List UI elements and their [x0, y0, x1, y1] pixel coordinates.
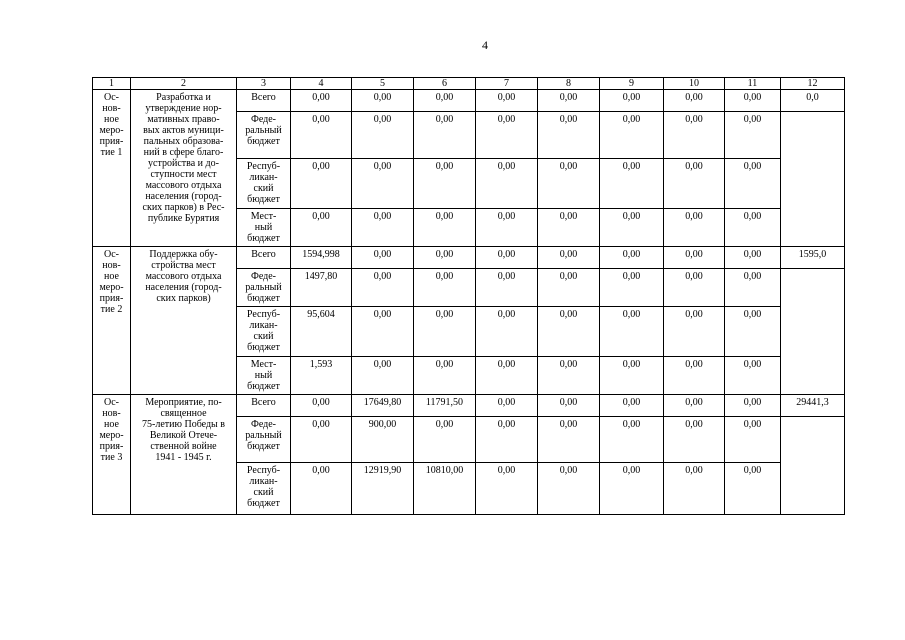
value-cell: [538, 159, 600, 209]
value-cell: [291, 112, 352, 159]
value-text: 0,00: [559, 465, 578, 476]
value-text: 0,00: [559, 211, 578, 222]
value-text: 0,00: [559, 114, 578, 125]
value-text: 0,00: [312, 397, 330, 408]
value-cell: [414, 417, 476, 463]
value-cell: [352, 112, 414, 159]
value-cell: [291, 463, 352, 515]
value-cell: [600, 357, 664, 395]
value-cell: [291, 269, 352, 307]
column-header: 4: [291, 78, 352, 90]
table-header: [93, 78, 845, 90]
value-text: 0,00: [622, 397, 641, 408]
value-cell: [352, 209, 414, 247]
value-cell: [414, 112, 476, 159]
budget-table: [92, 77, 845, 515]
value-text: 0,00: [497, 161, 516, 172]
value-text: 0,00: [435, 161, 454, 172]
value-cell: [538, 357, 600, 395]
value-text: 0,00: [685, 92, 703, 103]
value-text: 0,00: [559, 397, 578, 408]
value-text: 0,00: [622, 211, 641, 222]
column-header: 11: [725, 78, 781, 90]
measure-code: Ос- нов- ное меро- прия- тие 2: [93, 247, 131, 395]
value-text: 0,00: [373, 161, 392, 172]
value-text: 0,00: [685, 211, 703, 222]
funding-source: Респуб- ликан- ский бюджет: [237, 307, 291, 357]
value-text: 0,00: [435, 249, 454, 260]
value-text: 0,00: [373, 114, 392, 125]
value-cell: [725, 247, 781, 269]
value-text: 0,00: [685, 161, 703, 172]
value-cell: [538, 463, 600, 515]
column-header: 5: [352, 78, 414, 90]
value-text: 0,00: [497, 249, 516, 260]
value-cell: [538, 247, 600, 269]
value-text: 0,00: [312, 419, 330, 430]
value-text: 0,00: [435, 419, 454, 430]
value-cell: [352, 90, 414, 112]
measure-title: Поддержка обу- стройства мест массового отдыха населения (город- ских парков): [131, 247, 237, 395]
column-header: 9: [600, 78, 664, 90]
value-cell: [414, 307, 476, 357]
value-text: 0,00: [743, 397, 762, 408]
value-cell: [291, 90, 352, 112]
funding-source: Мест- ный бюджет: [237, 357, 291, 395]
value-cell: [725, 112, 781, 159]
value-text: 0,00: [743, 359, 762, 370]
value-text: 1497,80: [304, 271, 338, 282]
value-cell: [476, 90, 538, 112]
value-text: 0,00: [685, 419, 703, 430]
value-text: 0,00: [559, 161, 578, 172]
value-text: 0,00: [435, 114, 454, 125]
table-row: [93, 395, 845, 417]
measure-code: Ос- нов- ное меро- прия- тие 1: [93, 90, 131, 247]
value-cell: [414, 209, 476, 247]
value-cell: [725, 357, 781, 395]
value-text: 0,00: [373, 92, 392, 103]
value-cell: [476, 463, 538, 515]
value-text: 1,593: [309, 359, 333, 370]
column-header: 6: [414, 78, 476, 90]
value-cell: [476, 307, 538, 357]
funding-source: Всего: [237, 395, 291, 417]
value-text: 1594,998: [302, 249, 340, 260]
value-cell: [725, 209, 781, 247]
total-empty-cell: [781, 417, 845, 515]
value-text: 0,00: [743, 419, 762, 430]
value-text: 11791,50: [425, 397, 464, 408]
value-text: 0,00: [622, 419, 641, 430]
table-row: [93, 247, 845, 269]
value-text: 0,00: [743, 161, 762, 172]
value-cell: [600, 209, 664, 247]
value-cell: [414, 395, 476, 417]
value-cell: [725, 395, 781, 417]
value-text: 0,00: [559, 419, 578, 430]
value-cell: [476, 417, 538, 463]
value-text: 0,00: [497, 211, 516, 222]
measure-title: Мероприятие, по- священное 75-летию Победы в Великой Отече- ственной войне 1941 - 1945 г.: [131, 395, 237, 515]
value-cell: [664, 269, 725, 307]
value-text: 0,00: [312, 114, 330, 125]
value-text: 0,00: [497, 397, 516, 408]
value-cell: [600, 112, 664, 159]
value-cell: [538, 395, 600, 417]
value-text: 0,00: [435, 92, 454, 103]
value-text: 0,00: [497, 359, 516, 370]
value-cell: [664, 112, 725, 159]
value-text: 0,00: [312, 92, 330, 103]
column-header: 7: [476, 78, 538, 90]
value-cell: [664, 159, 725, 209]
value-text: 0,00: [685, 465, 703, 476]
value-text: 0,00: [622, 161, 641, 172]
value-cell: [352, 463, 414, 515]
value-cell: [664, 417, 725, 463]
value-cell: [600, 417, 664, 463]
value-cell: [291, 357, 352, 395]
value-text: 0,00: [743, 211, 762, 222]
total-cell: 29441,3: [781, 395, 845, 417]
value-text: 0,00: [497, 271, 516, 282]
value-cell: [664, 307, 725, 357]
value-text: 0,00: [373, 249, 392, 260]
value-text: 0,00: [743, 309, 762, 320]
value-text: 0,00: [559, 271, 578, 282]
value-text: 0,00: [373, 211, 392, 222]
value-cell: [476, 269, 538, 307]
value-text: 0,00: [312, 211, 330, 222]
value-cell: [725, 417, 781, 463]
value-text: 0,00: [559, 92, 578, 103]
value-cell: [538, 209, 600, 247]
value-cell: [538, 112, 600, 159]
value-cell: [352, 159, 414, 209]
value-cell: [352, 269, 414, 307]
value-text: 0,00: [622, 114, 641, 125]
value-text: 0,00: [685, 114, 703, 125]
column-header: 2: [131, 78, 237, 90]
value-cell: [664, 463, 725, 515]
value-text: 0,00: [559, 249, 578, 260]
value-text: 0,00: [622, 92, 641, 103]
total-cell: 1595,0: [781, 247, 845, 269]
value-cell: [414, 269, 476, 307]
table-body: [93, 90, 845, 515]
funding-source: Всего: [237, 247, 291, 269]
value-cell: [476, 159, 538, 209]
funding-source: Респуб- ликан- ский бюджет: [237, 463, 291, 515]
column-header: 10: [664, 78, 725, 90]
value-text: 12919,90: [363, 465, 402, 476]
value-cell: [476, 209, 538, 247]
value-cell: [664, 395, 725, 417]
value-cell: [352, 417, 414, 463]
value-text: 0,00: [373, 359, 392, 370]
value-text: 0,00: [622, 359, 641, 370]
funding-source: Феде- ральный бюджет: [237, 112, 291, 159]
value-text: 0,00: [435, 211, 454, 222]
value-text: 0,00: [685, 397, 703, 408]
value-cell: [414, 90, 476, 112]
value-cell: [725, 463, 781, 515]
value-text: 0,00: [743, 249, 762, 260]
value-cell: [291, 395, 352, 417]
value-text: 0,00: [622, 309, 641, 320]
value-text: 95,604: [307, 309, 335, 320]
value-text: 0,00: [685, 359, 703, 370]
value-cell: [352, 307, 414, 357]
measure-title: Разработка и утверждение нор- мативных право- вых актов муници- пальных образова- ний в сфере благо- устройства и до- ступности мест массового отдыха населения (город- ских парков) в Рес- публике Бурятия: [131, 90, 237, 247]
value-cell: [414, 159, 476, 209]
value-cell: [664, 209, 725, 247]
value-text: 0,00: [743, 114, 762, 125]
value-cell: [600, 159, 664, 209]
value-cell: [600, 247, 664, 269]
value-text: 17649,80: [363, 397, 402, 408]
value-cell: [600, 269, 664, 307]
value-cell: [664, 247, 725, 269]
value-text: 0,00: [685, 249, 703, 260]
value-cell: [600, 463, 664, 515]
column-header: 8: [538, 78, 600, 90]
total-cell: 0,0: [781, 90, 845, 112]
column-header: 3: [237, 78, 291, 90]
value-cell: [600, 395, 664, 417]
total-empty-cell: [781, 269, 845, 395]
value-cell: [291, 307, 352, 357]
value-text: 10810,00: [425, 465, 464, 476]
value-text: 0,00: [559, 359, 578, 370]
value-cell: [414, 357, 476, 395]
value-cell: [538, 307, 600, 357]
value-text: 0,00: [497, 92, 516, 103]
value-cell: [291, 247, 352, 269]
funding-source: Феде- ральный бюджет: [237, 269, 291, 307]
value-cell: [291, 209, 352, 247]
table-row: [93, 90, 845, 112]
value-text: 0,00: [497, 419, 516, 430]
value-cell: [725, 269, 781, 307]
value-cell: [600, 90, 664, 112]
value-text: 0,00: [622, 465, 641, 476]
value-cell: [352, 395, 414, 417]
value-cell: [352, 247, 414, 269]
header-row: [93, 78, 845, 90]
value-text: 0,00: [559, 309, 578, 320]
value-cell: [476, 357, 538, 395]
value-text: 0,00: [373, 309, 392, 320]
value-text: 0,00: [743, 271, 762, 282]
value-text: 0,00: [312, 161, 330, 172]
value-text: 0,00: [685, 271, 703, 282]
value-cell: [352, 357, 414, 395]
value-cell: [414, 463, 476, 515]
value-cell: [725, 159, 781, 209]
column-header: 1: [93, 78, 131, 90]
total-empty-cell: [781, 112, 845, 247]
column-header: 12: [781, 78, 845, 90]
value-cell: [538, 269, 600, 307]
value-text: 0,00: [743, 92, 762, 103]
value-cell: [291, 159, 352, 209]
funding-source: Мест- ный бюджет: [237, 209, 291, 247]
value-cell: [538, 417, 600, 463]
value-text: 0,00: [622, 249, 641, 260]
value-cell: [664, 90, 725, 112]
value-cell: [476, 395, 538, 417]
value-cell: [414, 247, 476, 269]
value-cell: [538, 90, 600, 112]
value-text: 0,00: [497, 309, 516, 320]
value-text: 0,00: [435, 309, 454, 320]
value-cell: [664, 357, 725, 395]
value-text: 0,00: [312, 465, 330, 476]
value-cell: [476, 112, 538, 159]
value-text: 0,00: [435, 271, 454, 282]
value-cell: [476, 247, 538, 269]
value-cell: [725, 90, 781, 112]
value-cell: [291, 417, 352, 463]
measure-code: Ос- нов- ное меро- прия- тие 3: [93, 395, 131, 515]
value-text: 0,00: [685, 309, 703, 320]
value-text: 0,00: [497, 114, 516, 125]
value-text: 0,00: [497, 465, 516, 476]
funding-source: Всего: [237, 90, 291, 112]
value-text: 0,00: [435, 359, 454, 370]
value-cell: [725, 307, 781, 357]
page-number: 4: [482, 38, 488, 52]
value-text: 0,00: [622, 271, 641, 282]
value-text: 0,00: [743, 465, 762, 476]
value-cell: [600, 307, 664, 357]
funding-source: Респуб- ликан- ский бюджет: [237, 159, 291, 209]
value-text: 0,00: [373, 271, 392, 282]
value-text: 900,00: [368, 419, 397, 430]
funding-source: Феде- ральный бюджет: [237, 417, 291, 463]
